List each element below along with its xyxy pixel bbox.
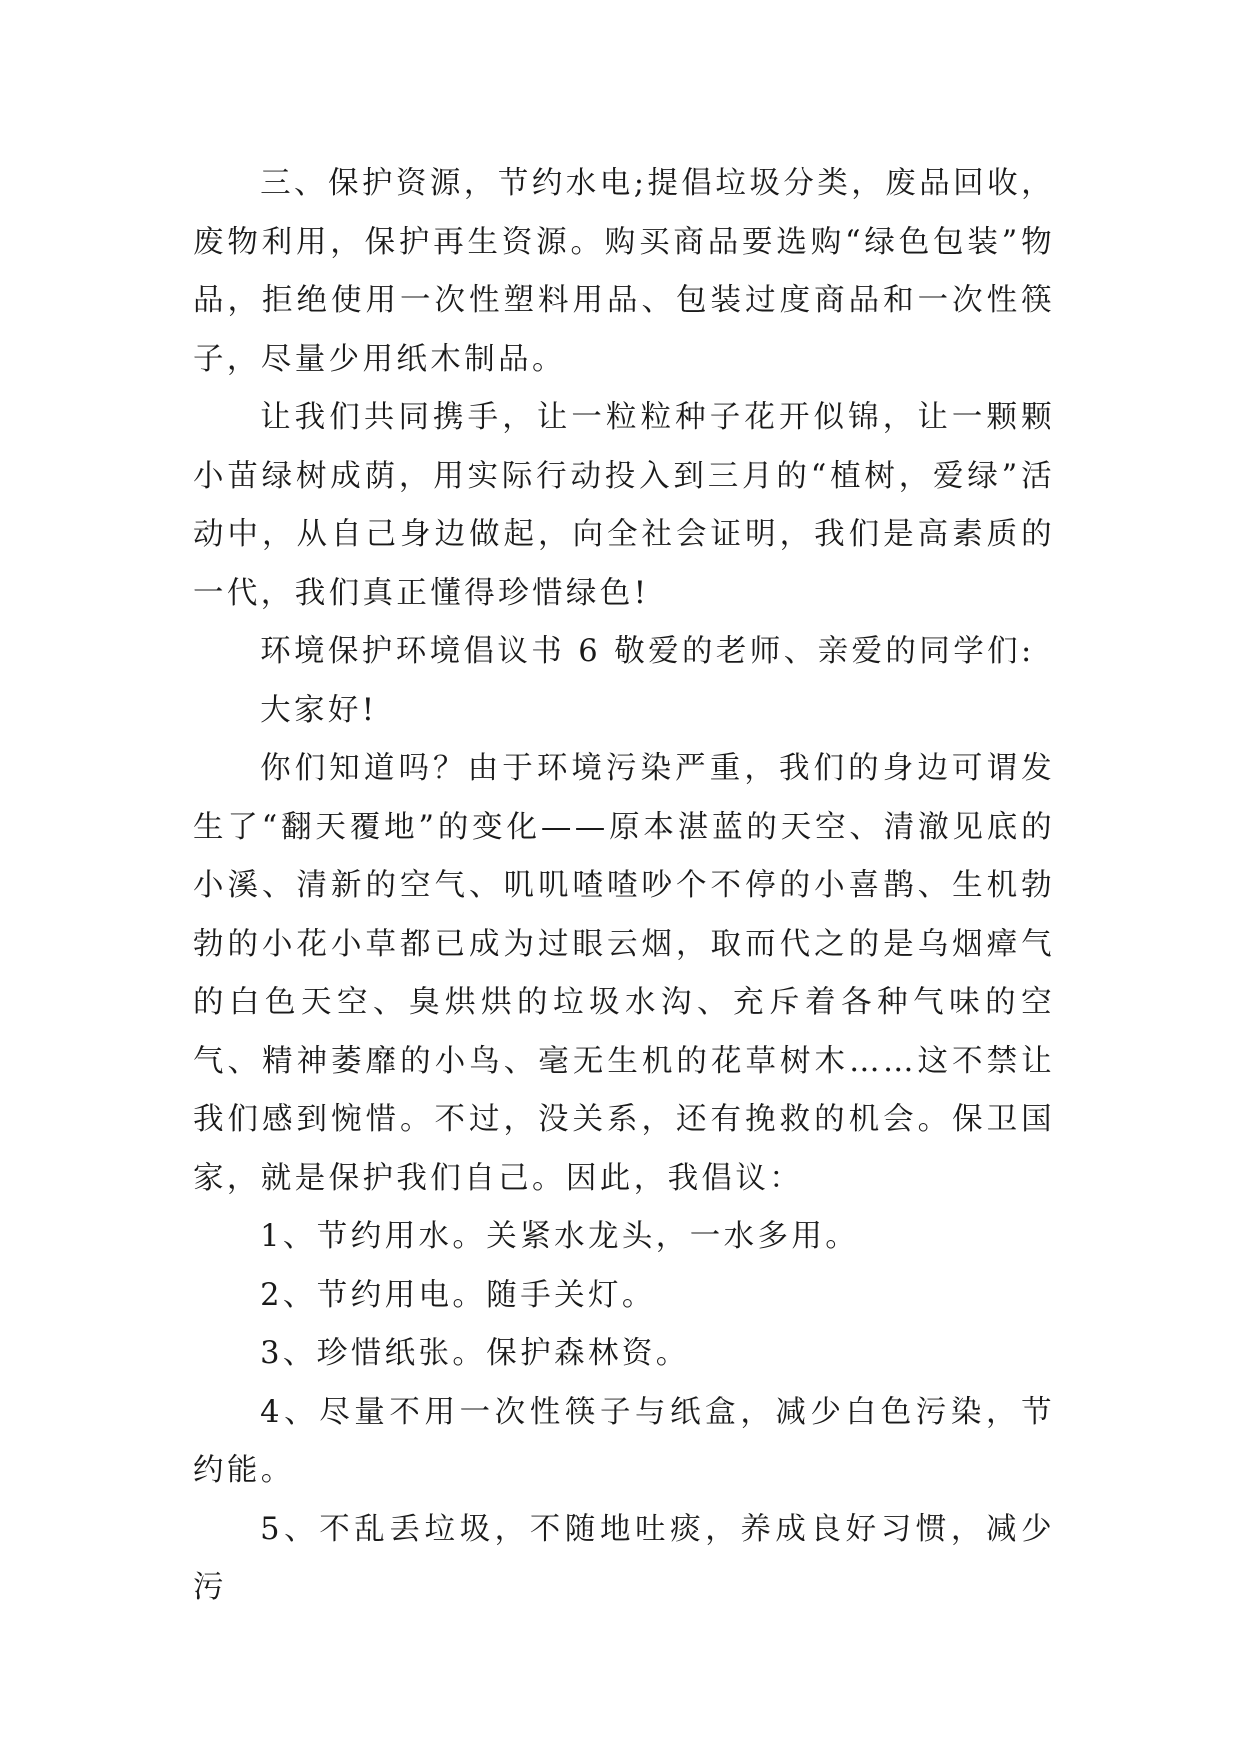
- paragraph-pollution-description: 你们知道吗？由于环境污染严重，我们的身边可谓发生了“翻天覆地”的变化——原本湛蓝的天空、清澈见底的小溪、清新的空气、叽叽喳喳吵个不停的小喜鹊、生机勃勃的小花小草都已成为过眼云烟，取而代之的是乌烟瘴气的白色天空、臭烘烘的垃圾水沟、充斥着各种气味的空气、精神萎靡的小鸟、毫无生机的花草树木……这不禁让我们感到惋惜。不过，没关系，还有挽救的机会。保卫国家，就是保护我们自己。因此，我倡议：: [193, 751, 1055, 1196]
- paragraph-greeting: 大家好!: [260, 692, 378, 728]
- list-item-save-water: 1、节约用水。关紧水龙头，一水多用。: [260, 1219, 860, 1254]
- list-item-save-paper: 3、珍惜纸张。保护森林资。: [260, 1336, 690, 1371]
- paragraph-proposal-title: 环境保护环境倡议书 6 敬爱的老师、亲爱的同学们:: [260, 634, 1035, 669]
- paragraph-call-to-action: 让我们共同携手，让一粒粒种子花开似锦，让一颗颗小苗绿树成荫，用实际行动投入到三月的“植树，爱绿”活动中，从自己身边做起，向全社会证明，我们是高素质的一代，我们真正懂得珍惜绿色!: [193, 400, 1055, 611]
- paragraph-resource-protection: 三、保护资源，节约水电;提倡垃圾分类，废品回收，废物利用，保护再生资源。购买商品要选购“绿色包装”物品，拒绝使用一次性塑料用品、包装过度商品和一次性筷子，尽量少用纸木制品。: [193, 166, 1055, 377]
- document-body: [193, 155, 1055, 1618]
- list-item-no-littering: 5、不乱丢垃圾，不随地吐痰，养成良好习惯，减少污: [193, 1511, 1055, 1605]
- list-item-save-electricity: 2、节约用电。随手关灯。: [260, 1277, 656, 1313]
- list-item-reduce-disposables: 4、尽量不用一次性筷子与纸盒，减少白色污染，节约能。: [193, 1394, 1055, 1488]
